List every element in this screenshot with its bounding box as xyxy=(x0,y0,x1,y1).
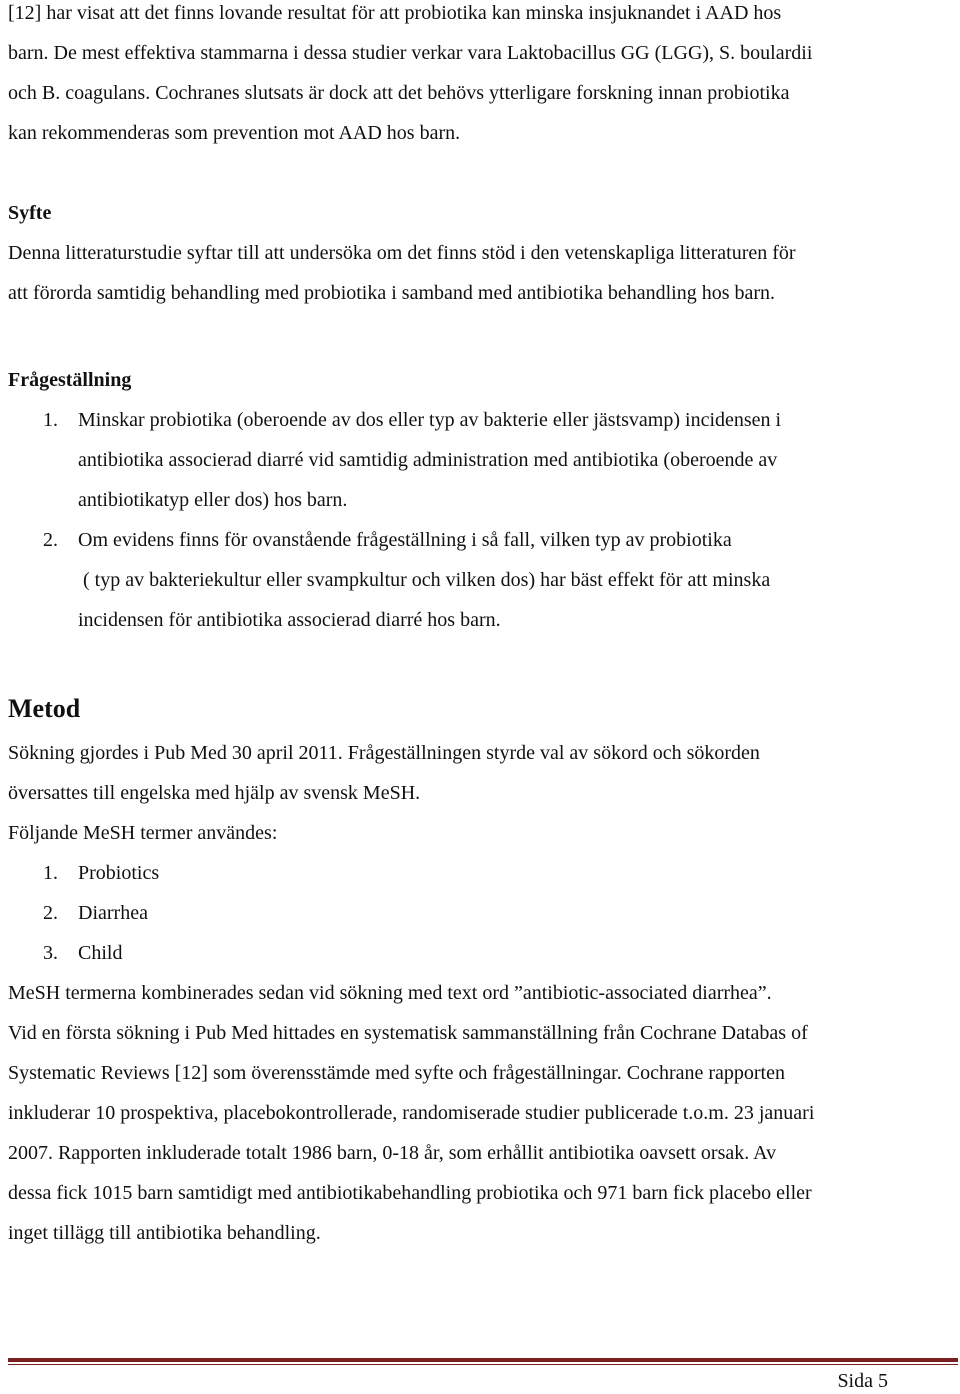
syfte-line: att förorda samtidig behandling med probiotika i samband med antibiotika behandling hos barn. xyxy=(8,282,776,304)
list-number: 1. xyxy=(43,409,58,431)
question-text: Om evidens finns för ovanstående frågeställning i så fall, vilken typ av probiotika xyxy=(78,529,732,551)
question-text: incidensen för antibiotika associerad diarré hos barn. xyxy=(78,609,501,631)
question-text: ( typ av bakteriekultur eller svampkultur och vilken dos) har bäst effekt för att minska xyxy=(78,569,771,591)
question-1 xyxy=(43,407,781,433)
mesh-item xyxy=(43,900,148,926)
footer-divider xyxy=(8,1364,958,1365)
mesh-term: Child xyxy=(78,942,123,964)
mesh-item xyxy=(43,860,159,886)
list-number: 2. xyxy=(43,902,58,924)
metod-line: Sökning gjordes i Pub Med 30 april 2011. Frågeställningen styrde val av sökord och sökorden xyxy=(8,742,760,764)
syfte-heading: Syfte xyxy=(8,202,52,224)
intro-line: kan rekommenderas som prevention mot AAD hos barn. xyxy=(8,122,461,144)
intro-line: barn. De mest effektiva stammarna i dessa studier verkar vara Laktobacillus GG (LGG), S. boulardii xyxy=(8,42,813,64)
metod-line: Systematic Reviews [12] som överensstämde med syfte och frågeställningar. Cochrane rapporten xyxy=(8,1062,785,1084)
mesh-term: Diarrhea xyxy=(78,902,148,924)
metod-line: Följande MeSH termer användes: xyxy=(8,822,278,844)
metod-line: Vid en första sökning i Pub Med hittades en systematisk sammanställning från Cochrane Databas of xyxy=(8,1022,808,1044)
metod-line: MeSH termerna kombinerades sedan vid sökning med text ord ”antibiotic-associated diarrhea”. xyxy=(8,982,772,1004)
list-number: 1. xyxy=(43,862,58,884)
question-text: Minskar probiotika (oberoende av dos eller typ av bakterie eller jästsvamp) incidensen i xyxy=(78,409,782,431)
intro-line: [12] har visat att det finns lovande resultat för att probiotika kan minska insjuknandet i AAD hos xyxy=(8,2,782,24)
list-number: 3. xyxy=(43,942,58,964)
syfte-line: Denna litteraturstudie syftar till att undersöka om det finns stöd i den vetenskapliga litteraturen för xyxy=(8,242,796,264)
metod-line: inkluderar 10 prospektiva, placebokontrollerade, randomiserade studier publicerade t.o.m. 23 januari xyxy=(8,1102,815,1124)
metod-line: översattes till engelska med hjälp av svensk MeSH. xyxy=(8,782,421,804)
fragestallning-heading: Frågeställning xyxy=(8,369,132,391)
question-text: antibiotikatyp eller dos) hos barn. xyxy=(78,489,348,511)
footer-divider xyxy=(8,1358,958,1362)
metod-line: inget tillägg till antibiotika behandling. xyxy=(8,1222,321,1244)
intro-line: och B. coagulans. Cochranes slutsats är dock att det behövs ytterligare forskning innan probiotika xyxy=(8,82,790,104)
metod-line: 2007. Rapporten inkluderade totalt 1986 barn, 0-18 år, som erhållit antibiotika oavsett orsak. Av xyxy=(8,1142,777,1164)
mesh-item xyxy=(43,940,122,966)
mesh-term: Probiotics xyxy=(78,862,160,884)
page-number: Sida 5 xyxy=(837,1370,888,1392)
question-2 xyxy=(43,527,732,553)
list-number: 2. xyxy=(43,529,58,551)
metod-heading: Metod xyxy=(8,694,81,723)
question-text: antibiotika associerad diarré vid samtidig administration med antibiotika (oberoende av xyxy=(78,449,778,471)
metod-line: dessa fick 1015 barn samtidigt med antibiotikabehandling probiotika och 971 barn fick placebo eller xyxy=(8,1182,812,1204)
